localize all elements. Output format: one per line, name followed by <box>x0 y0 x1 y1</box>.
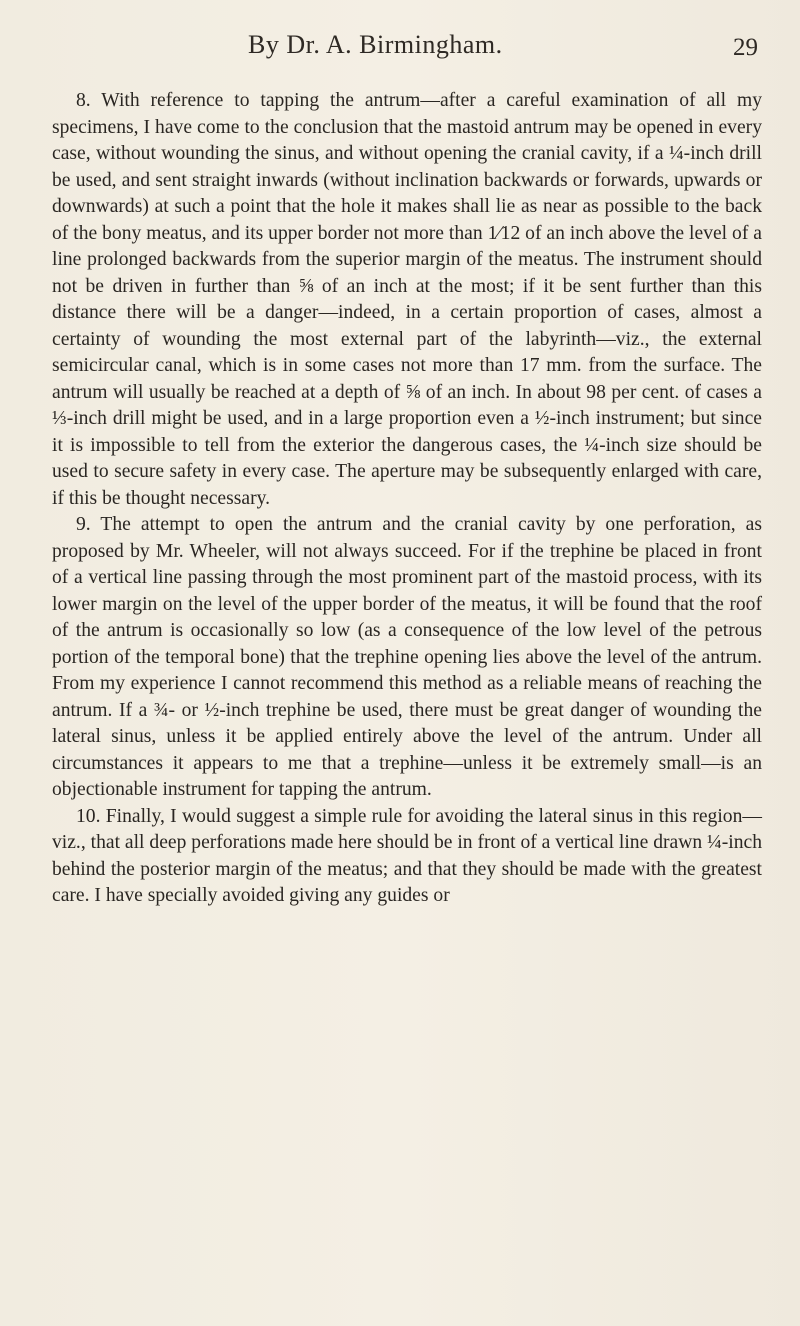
body-text <box>52 88 762 910</box>
running-header <box>0 20 800 60</box>
paragraph-9 <box>52 512 762 804</box>
paragraph-number: 8. <box>76 90 91 111</box>
paragraph-text: With reference to tapping the antrum—after a careful examination of all my specimens, I have come to the conclusion that the mastoid antrum may be opened in every case, without wounding the sinus, and without opening the cranial cavity, if a ¼-inch drill be used, and sent straight inwards (without inclination backwards or forwards, upwards or downwards) at such a point that the hole it makes shall lie as near as possible to the back of the bony meatus, and its upper border not more than 1⁄12 of an inch above the level of a line prolonged backwards from the superior margin of the meatus. The instrument should not be driven in further than ⅝ of an inch at the most; if it be sent further than this distance there will be a danger—indeed, in a certain proportion of cases, almost a certainty of wounding the most external part of the labyrinth—viz., the external semicircular canal, which is in some cases not more than 17 mm. from the surface. The antrum will usually be reached at a depth of ⅝ of an inch. In about 98 per cent. of cases a ⅓-inch drill might be used, and in a large proportion even a ½-inch instrument; but since it is impossible to tell from the exterior the dangerous cases, the ¼-inch size should be used to secure safety in every case. The aperture may be subsequently enlarged with care, if this be thought necessary. <box>52 90 762 509</box>
paragraph-8 <box>52 88 762 512</box>
paragraph-text: Finally, I would suggest a simple rule for avoiding the lateral sinus in this region—viz., that all deep perforations made here should be in front of a vertical line drawn ¼-inch behind the posterior margin of the meatus; and that they should be made with the greatest care. I have specially avoided giving any guides or <box>52 805 763 906</box>
paragraph-number: 9. <box>76 514 91 535</box>
paragraph-number: 10. <box>76 805 101 827</box>
page-number: 29 <box>733 34 758 61</box>
paragraph-text: The attempt to open the antrum and the cranial cavity by one perforation, as proposed by Mr. Wheeler, will not always succeed. For if the trephine be placed in front of a vertical line passing through the most prominent part of the mastoid process, with its lower margin on the level of the upper border of the meatus, it will be found that the roof of the antrum is occasionally so low (as a consequence of the low level of the petrous portion of the temporal bone) that the trephine opening lies above the level of the antrum. From my experience I cannot recommend this method as a reliable means of reaching the antrum. If a ¾- or ½-inch trephine be used, there must be great danger of wounding the lateral sinus, unless it be applied entirely above the level of the antrum. Under all circumstances it appears to me that a trephine—unless it be extremely small—is an objectionable instrument for tapping the antrum. <box>52 514 762 800</box>
running-title: By Dr. A. Birmingham. <box>248 30 503 59</box>
paragraph-10 <box>52 804 762 910</box>
